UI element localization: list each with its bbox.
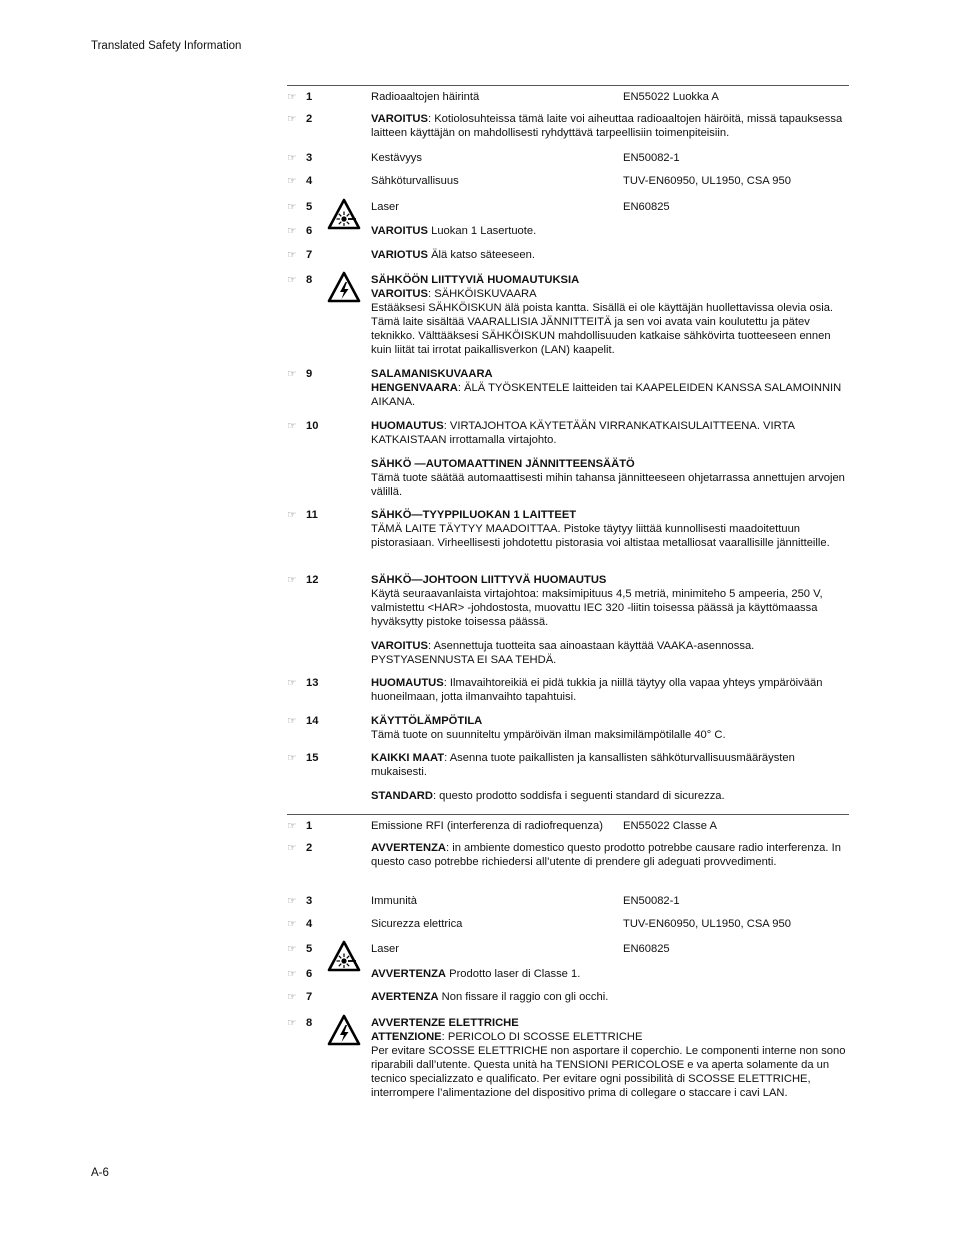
item-standard: EN50082-1 — [623, 895, 680, 907]
safety-item — [287, 112, 849, 140]
pointing-hand-icon: ☞ — [287, 225, 297, 237]
paragraph-line — [371, 367, 849, 381]
pointing-hand-icon: ☞ — [287, 895, 297, 907]
bold-heading: VAROITUS — [371, 225, 428, 237]
item-paragraph — [371, 967, 849, 981]
safety-section — [287, 814, 849, 1099]
body-text: Prodotto laser di Classe 1. — [446, 968, 581, 980]
pointing-hand-icon: ☞ — [287, 249, 297, 261]
item-paragraph — [371, 639, 849, 667]
pointing-hand-icon: ☞ — [287, 113, 297, 125]
item-label: Laser — [371, 943, 399, 955]
item-number-label: 14 — [306, 715, 319, 727]
item-standard: TUV-EN60950, UL1950, CSA 950 — [623, 175, 791, 187]
item-text — [371, 419, 849, 499]
safety-section — [287, 85, 849, 802]
paragraph-line — [371, 419, 849, 447]
body-text: : Asennettuja tuotteita saa ainoastaan käyttää VAAKA-asennossa. PYSTYASENNUSTA EI SAA TEHDÄ. — [371, 640, 755, 666]
item-number — [287, 894, 327, 908]
paragraph-line — [371, 522, 849, 550]
item-text — [371, 224, 849, 238]
body-text: Non fissare il raggio con gli occhi. — [438, 991, 609, 1003]
item-text — [371, 1016, 849, 1100]
body-text: : VIRTAJOHTOA KÄYTETÄÄN VIRRANKATKAISULAITTEENA. VIRTA KATKAISTAAN irrottamalla virtajohto. — [371, 420, 795, 446]
safety-item — [287, 248, 849, 262]
paragraph-line — [371, 587, 849, 629]
safety-item — [287, 151, 849, 165]
bold-heading: AVERTENZA — [371, 991, 439, 1003]
item-text — [371, 751, 849, 803]
item-text — [371, 151, 849, 165]
item-paragraph — [371, 367, 849, 409]
item-number — [287, 819, 327, 833]
item-number-label: 6 — [306, 968, 313, 980]
paragraph-line — [371, 457, 849, 471]
item-number-label: 12 — [306, 574, 319, 586]
paragraph-line — [371, 728, 849, 742]
item-number-label: 13 — [306, 677, 319, 689]
bold-heading: VAROITUS — [371, 288, 428, 300]
paragraph-line — [371, 1016, 849, 1030]
paragraph-line — [371, 112, 849, 140]
item-number-label: 2 — [306, 113, 313, 125]
pointing-hand-icon: ☞ — [287, 1017, 297, 1029]
paragraph-line — [371, 967, 849, 981]
bold-heading: SÄHKÖ—TYYPPILUOKAN 1 LAITTEET — [371, 509, 577, 521]
paragraph-line — [371, 301, 849, 357]
bold-heading: HUOMAUTUS — [371, 420, 444, 432]
bold-heading: SÄHKÖ —AUTOMAATTINEN JÄNNITTEENSÄÄTÖ — [371, 458, 635, 470]
item-text — [371, 174, 849, 188]
body-text: Käytä seuraavanlaista virtajohtoa: maksimipituus 4,5 metriä, minimiteho 5 ampeeria, 250 V, valmistettu <HAR> -johdostosta, muovattu IEC 320 -liitin toisessa päässä ja käyttömaassa hyväksytty pistoke toisessa päässä. — [371, 588, 823, 628]
item-text — [371, 200, 849, 214]
item-standard: EN55022 Classe A — [623, 820, 717, 832]
paragraph-line — [371, 573, 849, 587]
pointing-hand-icon: ☞ — [287, 820, 297, 832]
safety-item — [287, 200, 849, 214]
item-paragraph — [371, 419, 849, 447]
pointing-hand-icon: ☞ — [287, 201, 297, 213]
body-text: Estääksesi SÄHKÖISKUN älä poista kantta. Sisällä ei ole käyttäjän huollettavissa olevia osia. Tämä laite sisältää VAARALLISIA JÄNNITTEITÄ ja sen voi avata vain koulutettu ja pätev teknikko. Välttääksesi SÄHKÖISKUN mahdollisuuden katkaise sähkövirta tuotteeseen ennen kuin liität tai irrotat paikallisverkon (LAN) kaapelit. — [371, 302, 834, 356]
paragraph-line — [371, 841, 849, 869]
paragraph-line — [371, 676, 849, 704]
item-standard: EN55022 Luokka A — [623, 91, 719, 103]
item-number — [287, 90, 327, 104]
paragraph-line — [371, 714, 849, 728]
electric-shock-icon — [327, 271, 361, 303]
pointing-hand-icon: ☞ — [287, 677, 297, 689]
item-label: Sicurezza elettrica — [371, 918, 463, 930]
paragraph-line — [371, 639, 849, 667]
bold-heading: AVVERTENZA — [371, 968, 447, 980]
bold-heading: AVVERTENZA — [371, 842, 447, 854]
body-text: : Asenna tuote paikallisten ja kansallisten sähköturvallisuusmääräysten mukaisesti. — [371, 752, 795, 778]
item-paragraph — [371, 573, 849, 629]
item-text — [371, 367, 849, 409]
pointing-hand-icon: ☞ — [287, 842, 297, 854]
item-number-label: 3 — [306, 152, 313, 164]
item-number — [287, 112, 327, 126]
pointing-hand-icon: ☞ — [287, 968, 297, 980]
item-text — [371, 819, 849, 833]
item-number-label: 7 — [306, 249, 313, 261]
running-head: Translated Safety Information — [91, 40, 242, 52]
item-number — [287, 224, 327, 238]
item-text — [371, 917, 849, 931]
pointing-hand-icon: ☞ — [287, 574, 297, 586]
bold-heading: VAROITUS — [371, 113, 428, 125]
body-text: : questo prodotto soddisfa i seguenti standard di sicurezza. — [432, 790, 725, 802]
body-text: Luokan 1 Lasertuote. — [427, 225, 537, 237]
item-standard: EN50082-1 — [623, 152, 680, 164]
item-number-label: 15 — [306, 752, 319, 764]
paragraph-line — [371, 287, 849, 301]
paragraph-line — [371, 751, 849, 779]
item-paragraph — [371, 751, 849, 779]
paragraph-line — [371, 1030, 849, 1044]
body-text: Tämä tuote säätää automaattisesti mihin tahansa jännitteeseen ohjetarrassa annettujen arvojen välillä. — [371, 472, 845, 498]
page-number: A-6 — [91, 1167, 109, 1179]
body-text: : ÄLÄ TYÖSKENTELE laitteiden tai KAAPELEIDEN KANSSA SALAMOINNIN AIKANA. — [371, 382, 842, 408]
safety-item — [287, 573, 849, 667]
item-number-label: 5 — [306, 201, 313, 213]
item-text — [371, 573, 849, 667]
item-number — [287, 573, 327, 587]
paragraph-line — [371, 224, 849, 238]
item-number — [287, 419, 327, 433]
paragraph-line — [371, 508, 849, 522]
item-number — [287, 174, 327, 188]
bold-heading: HENGENVAARA — [371, 382, 458, 394]
item-number — [287, 1016, 327, 1030]
safety-item — [287, 508, 849, 550]
item-text — [371, 967, 849, 981]
pointing-hand-icon: ☞ — [287, 175, 297, 187]
pointing-hand-icon: ☞ — [287, 152, 297, 164]
item-number-label: 9 — [306, 368, 313, 380]
bold-heading: STANDARD — [371, 790, 433, 802]
safety-item — [287, 273, 849, 357]
item-text — [371, 676, 849, 704]
safety-item — [287, 367, 849, 409]
bold-heading: AVVERTENZE ELETTRICHE — [371, 1017, 519, 1029]
item-text — [371, 248, 849, 262]
item-number-label: 1 — [306, 820, 313, 832]
pointing-hand-icon: ☞ — [287, 991, 297, 1003]
item-number — [287, 967, 327, 981]
item-paragraph — [371, 789, 849, 803]
pointing-hand-icon: ☞ — [287, 918, 297, 930]
item-text — [371, 508, 849, 550]
bold-heading: SÄHKÖÖN LIITTYVIÄ HUOMAUTUKSIA — [371, 274, 580, 286]
safety-item — [287, 894, 849, 908]
pointing-hand-icon: ☞ — [287, 715, 297, 727]
pointing-hand-icon: ☞ — [287, 91, 297, 103]
paragraph-line — [371, 273, 849, 287]
safety-item — [287, 1016, 849, 1100]
item-label: Immunità — [371, 895, 418, 907]
bold-heading: HUOMAUTUS — [371, 677, 444, 689]
safety-item — [287, 751, 849, 803]
item-text — [371, 894, 849, 908]
item-number — [287, 273, 327, 287]
safety-item — [287, 174, 849, 188]
safety-item — [287, 714, 849, 742]
item-number — [287, 200, 327, 214]
safety-item — [287, 90, 849, 104]
bold-heading: KAIKKI MAAT — [371, 752, 445, 764]
paragraph-line — [371, 1044, 849, 1100]
electric-shock-icon — [327, 1014, 361, 1046]
body-text: : in ambiente domestico questo prodotto potrebbe causare radio interferenza. In questo caso potrebbe richiedersi all’utente di prendere gli adeguati provvedimenti. — [371, 842, 841, 868]
item-label: Laser — [371, 201, 399, 213]
paragraph-line — [371, 789, 849, 803]
safety-item — [287, 917, 849, 931]
item-number-label: 4 — [306, 175, 313, 187]
item-label: Emissione RFI (interferenza di radiofrequenza) — [371, 820, 603, 832]
safety-item — [287, 942, 849, 956]
body-text: Per evitare SCOSSE ELETTRICHE non asportare il coperchio. Le componenti interne non sono riparabili dall’utente. Questa unità ha TENSIONI PERICOLOSE e va aperta solamente da un tecnico specializzato e qualificato. Per evitare ogni possibilità di SCOSSE ELETTRICHE, interrompere l’alimentazione del dispositivo prima di collegare o staccare i cavi LAN. — [371, 1045, 846, 1099]
body-text: Älä katso säteeseen. — [427, 249, 535, 261]
paragraph-line — [371, 471, 849, 499]
body-text: TÄMÄ LAITE TÄYTYY MAADOITTAA. Pistoke täytyy liittää kunnollisesti maadoitettuun pistorasiaan. Virheellisesti johdotettu pistorasia voi altistaa metalliosat vaarallisille jännitteille. — [371, 523, 830, 549]
pointing-hand-icon: ☞ — [287, 274, 297, 286]
bold-heading: SÄHKÖ—JOHTOON LIITTYVÄ HUOMAUTUS — [371, 574, 607, 586]
item-number-label: 2 — [306, 842, 313, 854]
item-number — [287, 248, 327, 262]
safety-item — [287, 419, 849, 499]
item-paragraph — [371, 990, 849, 1004]
item-number — [287, 942, 327, 956]
item-paragraph — [371, 841, 849, 869]
body-text: : SÄHKÖISKUVAARA — [427, 288, 537, 300]
item-number — [287, 990, 327, 1004]
item-number — [287, 751, 327, 765]
item-number — [287, 676, 327, 690]
item-text — [371, 990, 849, 1004]
safety-item — [287, 967, 849, 981]
body-text: : Kotiolosuhteissa tämä laite voi aiheuttaa radioaaltojen häiröitä, missä tapauksessa laitteen käyttäjän on mahdollisesti ryhdyttävä tarpeellisiin toimenpiteisiin. — [371, 113, 843, 139]
paragraph-line — [371, 381, 849, 409]
item-number-label: 8 — [306, 274, 313, 286]
item-number — [287, 508, 327, 522]
item-number — [287, 367, 327, 381]
safety-item — [287, 819, 849, 833]
body-text: Tämä tuote on suunniteltu ympäröivän ilman maksimilämpötilalle 40° C. — [371, 729, 726, 741]
item-number-label: 8 — [306, 1017, 313, 1029]
pointing-hand-icon: ☞ — [287, 420, 297, 432]
item-number — [287, 841, 327, 855]
item-text — [371, 273, 849, 357]
pointing-hand-icon: ☞ — [287, 368, 297, 380]
item-text — [371, 942, 849, 956]
pointing-hand-icon: ☞ — [287, 943, 297, 955]
safety-item — [287, 990, 849, 1004]
item-text — [371, 841, 849, 869]
item-paragraph — [371, 676, 849, 704]
pointing-hand-icon: ☞ — [287, 752, 297, 764]
item-text — [371, 714, 849, 742]
item-paragraph — [371, 248, 849, 262]
bold-heading: VARIOTUS — [371, 249, 428, 261]
item-number — [287, 714, 327, 728]
item-number-label: 5 — [306, 943, 313, 955]
item-number — [287, 917, 327, 931]
safety-item — [287, 841, 849, 869]
item-standard: EN60825 — [623, 943, 670, 955]
item-number-label: 4 — [306, 918, 313, 930]
bold-heading: KÄYTTÖLÄMPÖTILA — [371, 715, 483, 727]
paragraph-line — [371, 248, 849, 262]
body-text: : Ilmavaihtoreikiä ei pidä tukkia ja niillä täytyy olla vapaa yhteys ympäröivään huoneilmaan, jotta ilmanvaihto tapahtuisi. — [371, 677, 823, 703]
safety-item — [287, 676, 849, 704]
pointing-hand-icon: ☞ — [287, 509, 297, 521]
item-paragraph — [371, 112, 849, 140]
bold-heading: SALAMANISKUVAARA — [371, 368, 493, 380]
item-number-label: 6 — [306, 225, 313, 237]
item-paragraph — [371, 273, 849, 357]
item-label: Kestävyys — [371, 152, 422, 164]
item-paragraph — [371, 224, 849, 238]
safety-item — [287, 224, 849, 238]
item-paragraph — [371, 1016, 849, 1100]
item-paragraph — [371, 457, 849, 499]
item-label: Sähköturvallisuus — [371, 175, 459, 187]
item-text — [371, 90, 849, 104]
paragraph-line — [371, 990, 849, 1004]
item-number-label: 1 — [306, 91, 313, 103]
item-number-label: 10 — [306, 420, 319, 432]
item-number-label: 3 — [306, 895, 313, 907]
bold-heading: VAROITUS — [371, 640, 428, 652]
item-number-label: 11 — [306, 509, 318, 521]
item-standard: TUV-EN60950, UL1950, CSA 950 — [623, 918, 791, 930]
item-paragraph — [371, 508, 849, 550]
item-number-label: 7 — [306, 991, 313, 1003]
body-text: : PERICOLO DI SCOSSE ELETTRICHE — [441, 1031, 643, 1043]
item-standard: EN60825 — [623, 201, 670, 213]
item-number — [287, 151, 327, 165]
item-label: Radioaaltojen häirintä — [371, 91, 480, 103]
item-text — [371, 112, 849, 140]
item-paragraph — [371, 714, 849, 742]
bold-heading: ATTENZIONE — [371, 1031, 442, 1043]
